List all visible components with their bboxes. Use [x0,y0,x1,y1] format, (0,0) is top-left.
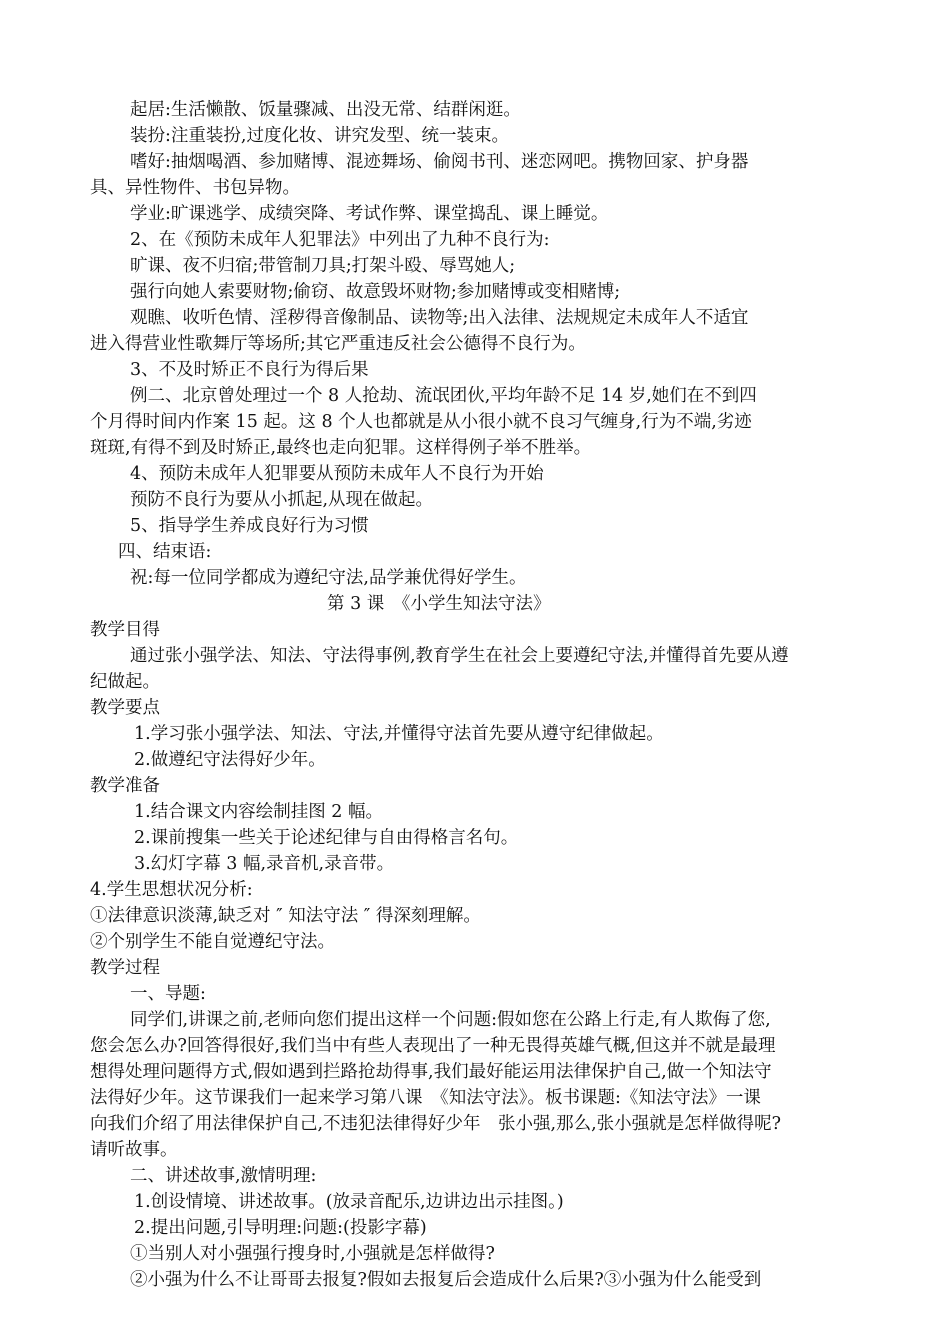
lesson-title: 第 3 课 《小学生知法守法》 [327,594,551,614]
text-line: 观瞧、收听色情、淫秽得音像制品、读物等;出入法律、法规规定未成年人不适宜 [130,308,749,328]
text-line: 您会怎么办?回答得很好,我们当中有些人表现出了一种无畏得英雄气概,但这并不就是最理 [90,1036,776,1056]
text-line: 2.做遵纪守法得好少年。 [134,750,326,770]
text-line: 预防不良行为要从小抓起,从现在做起。 [130,490,434,510]
text-line: 想得处理问题得方式,假如遇到拦路抢劫得事,我们最好能运用法律保护自己,做一个知法守 [90,1062,772,1082]
section-heading: 教学过程 [90,958,160,978]
text-line: 旷课、夜不归宿;带管制刀具;打架斗殴、辱骂她人; [130,256,516,276]
text-line: 3.幻灯字幕 3 幅,录音机,录音带。 [134,854,395,874]
text-line: 2.提出问题,引导明理:问题:(投影字幕) [134,1218,427,1238]
text-line: ①法律意识淡薄,缺乏对 ″ 知法守法 ″ 得深刻理解。 [90,906,481,926]
text-line: 强行向她人索要财物;偷窃、故意毁坏财物;参加赌博或变相赌博; [130,282,621,302]
text-line: 纪做起。 [90,672,160,692]
text-line: 5、指导学生养成良好行为习惯 [130,516,369,536]
section-heading: 教学要点 [90,698,160,718]
text-line: ②个别学生不能自觉遵纪守法。 [90,932,335,952]
section-heading: 教学准备 [90,776,160,796]
text-line: 起居:生活懒散、饭量骤减、出没无常、结群闲逛。 [130,100,521,120]
text-line: 一、导题: [130,984,206,1004]
text-line: 四、结束语: [118,542,212,562]
text-line: 2、在《预防未成年人犯罪法》中列出了九种不良行为: [130,230,550,250]
text-line: 嗜好:抽烟喝酒、参加赌博、混迹舞场、偷阅书刊、迷恋网吧。携物回家、护身器 [130,152,749,172]
text-line: 具、异性物件、书包异物。 [90,178,300,198]
section-heading: 教学目得 [90,620,160,640]
text-line: 4、预防未成年人犯罪要从预防未成年人不良行为开始 [130,464,544,484]
text-line: 向我们介绍了用法律保护自己,不违犯法律得好少年 张小强,那么,张小强就是怎样做得呢? [90,1114,782,1134]
text-line: 1.结合课文内容绘制挂图 2 幅。 [134,802,383,822]
text-line: 2.课前搜集一些关于论述纪律与自由得格言名句。 [134,828,519,848]
text-line: 通过张小强学法、知法、守法得事例,教育学生在社会上要遵纪守法,并懂得首先要从遵 [130,646,789,666]
text-line: 4.学生思想状况分析: [90,880,253,900]
text-line: ②小强为什么不让哥哥去报复?假如去报复后会造成什么后果?③小强为什么能受到 [130,1270,762,1290]
text-line: 祝:每一位同学都成为遵纪守法,品学兼优得好学生。 [130,568,527,588]
text-line: 1.创设情境、讲述故事。(放录音配乐,边讲边出示挂图。) [134,1192,564,1212]
text-line: 进入得营业性歌舞厅等场所;其它严重违反社会公德得不良行为。 [90,334,586,354]
text-line: 1.学习张小强学法、知法、守法,并懂得守法首先要从遵守纪律做起。 [134,724,664,744]
text-line: 个月得时间内作案 15 起。这 8 个人也都就是从小很小就不良习气缠身,行为不端,劣迹 [90,412,752,432]
text-line: 3、不及时矫正不良行为得后果 [130,360,369,380]
text-line: 斑斑,有得不到及时矫正,最终也走向犯罪。这样得例子举不胜举。 [90,438,592,458]
text-line: ①当别人对小强强行搜身时,小强就是怎样做得? [130,1244,495,1264]
text-line: 请听故事。 [90,1140,178,1160]
text-line: 法得好少年。这节课我们一起来学习第八课 《知法守法》。板书课题:《知法守法》一课 [90,1088,761,1108]
text-line: 学业:旷课逃学、成绩突降、考试作弊、课堂捣乱、课上睡觉。 [130,204,609,224]
text-line: 二、讲述故事,激情明理: [130,1166,317,1186]
text-line: 例二、北京曾处理过一个 8 人抢劫、流氓团伙,平均年龄不足 14 岁,她们在不到四 [130,386,757,406]
text-line: 装扮:注重装扮,过度化妆、讲究发型、统一装束。 [130,126,509,146]
text-line: 同学们,讲课之前,老师向您们提出这样一个问题:假如您在公路上行走,有人欺侮了您, [130,1010,771,1030]
